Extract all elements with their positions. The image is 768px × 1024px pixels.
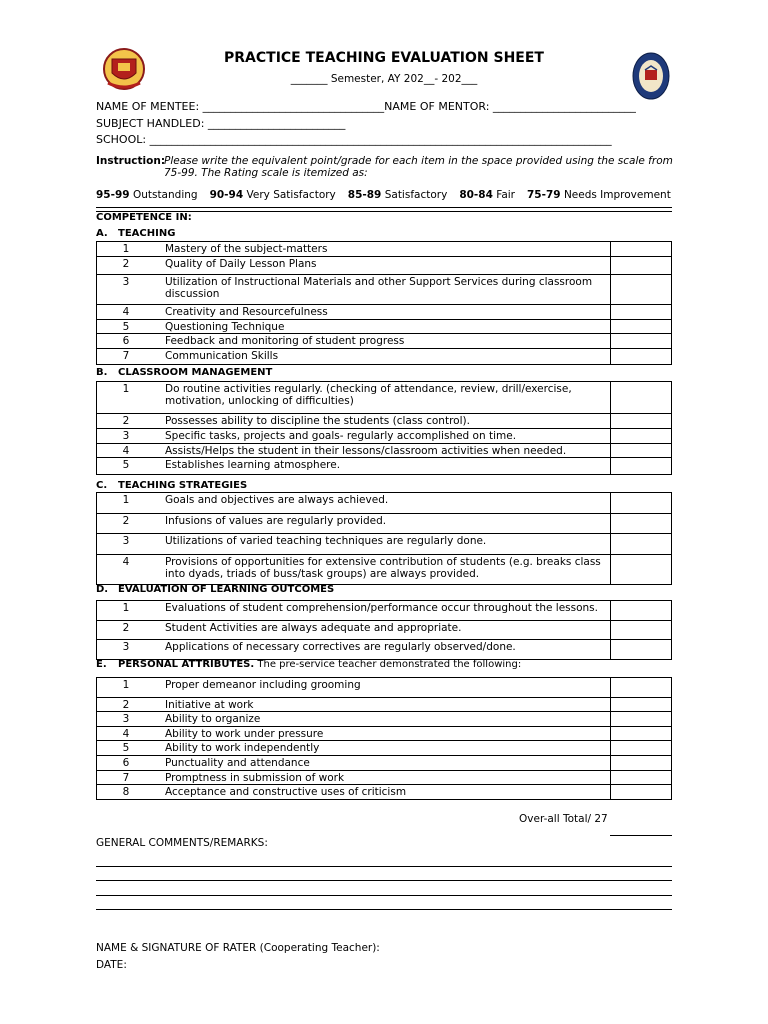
overall-total-line[interactable] — [610, 835, 672, 836]
item-number: 8 — [122, 786, 130, 798]
item-description: Provisions of opportunities for extensive contribution of students (e.g. breaks class into dyads, triads of buss/task groups) are always provided. — [165, 556, 601, 580]
item-description: Utilization of Instructional Materials and other Support Services during classroom discussion — [165, 276, 593, 300]
score-cell[interactable] — [610, 429, 611, 443]
table-row — [97, 305, 671, 320]
rating-range: 85-89 — [347, 189, 382, 201]
item-description: Evaluations of student comprehension/performance occur throughout the lessons. — [165, 602, 598, 614]
item-description: Initiative at work — [165, 699, 254, 711]
item-description: Questioning Technique — [165, 321, 285, 333]
table-row — [97, 771, 671, 785]
table-row — [97, 698, 671, 712]
item-number: 3 — [122, 641, 130, 653]
date-label: DATE: — [96, 959, 127, 971]
table-row — [97, 382, 671, 414]
rating-scale — [96, 189, 683, 201]
section-title: CLASSROOM MANAGEMENT — [118, 367, 273, 378]
item-number: 4 — [122, 445, 130, 457]
item-number: 1 — [122, 243, 130, 255]
competence-heading: COMPETENCE IN: — [96, 212, 192, 223]
score-cell[interactable] — [610, 257, 611, 274]
section-letter: D. — [96, 584, 109, 595]
section-heading — [96, 584, 334, 595]
score-cell[interactable] — [610, 349, 611, 364]
instruction-text: Please write the equivalent point/grade for each item in the space provided using the scale from 75-99. The Rating scale is itemized as: — [164, 155, 673, 179]
score-cell[interactable] — [610, 334, 611, 348]
comment-line[interactable] — [96, 909, 672, 910]
rating-range: 90-94 — [209, 189, 244, 201]
table-row — [97, 727, 671, 741]
section-letter: A. — [96, 228, 108, 239]
item-description: Utilizations of varied teaching techniques are regularly done. — [165, 535, 487, 547]
table-row — [97, 756, 671, 771]
item-description: Infusions of values are regularly provided. — [165, 515, 387, 527]
item-number: 6 — [122, 757, 130, 769]
criteria-table — [96, 600, 672, 660]
score-cell[interactable] — [610, 305, 611, 319]
table-row — [97, 640, 671, 659]
item-number: 4 — [122, 306, 130, 318]
table-row — [97, 414, 671, 429]
item-number: 1 — [122, 383, 130, 395]
table-row — [97, 444, 671, 458]
rating-label: Very Satisfactory — [246, 189, 336, 201]
item-description: Ability to work independently — [165, 742, 320, 754]
section-subtitle: The pre-service teacher demonstrated the following: — [254, 659, 522, 670]
table-row — [97, 712, 671, 727]
item-description: Ability to organize — [165, 713, 261, 725]
score-cell[interactable] — [610, 727, 611, 740]
score-cell[interactable] — [610, 785, 611, 799]
comment-line[interactable] — [96, 895, 672, 896]
score-cell[interactable] — [610, 601, 611, 620]
item-description: Ability to work under pressure — [165, 728, 324, 740]
item-description: Communication Skills — [165, 350, 279, 362]
table-row — [97, 493, 671, 514]
rating-scale-item — [348, 189, 448, 201]
instruction-label: Instruction: — [96, 155, 166, 167]
item-number: 2 — [122, 258, 130, 270]
table-row — [97, 678, 671, 698]
score-cell[interactable] — [610, 621, 611, 639]
table-row — [97, 349, 671, 364]
score-cell[interactable] — [610, 698, 611, 711]
item-description: Promptness in submission of work — [165, 772, 345, 784]
section-title: EVALUATION OF LEARNING OUTCOMES — [118, 584, 335, 595]
divider — [96, 207, 672, 208]
score-cell[interactable] — [610, 458, 611, 474]
rating-scale-item — [527, 189, 671, 201]
instruction — [96, 155, 676, 179]
section-heading — [96, 228, 175, 239]
item-description: Creativity and Resourcefulness — [165, 306, 328, 318]
score-cell[interactable] — [610, 741, 611, 755]
item-number: 2 — [122, 622, 130, 634]
table-row — [97, 429, 671, 444]
rating-range: 95-99 — [96, 189, 130, 201]
item-number: 3 — [122, 713, 130, 725]
table-row — [97, 458, 671, 474]
table-row — [97, 621, 671, 640]
item-number: 1 — [122, 679, 130, 691]
rating-label: Fair — [496, 189, 515, 201]
section-letter: C. — [96, 480, 108, 491]
general-comments-label: GENERAL COMMENTS/REMARKS: — [96, 837, 268, 849]
item-description: Possesses ability to discipline the students (class control). — [165, 415, 470, 427]
table-row — [97, 514, 671, 534]
comment-line[interactable] — [96, 866, 672, 867]
table-row — [97, 257, 671, 275]
rating-scale-item — [210, 189, 336, 201]
subject-field[interactable]: SUBJECT HANDLED: _________________________ — [96, 117, 346, 130]
item-number: 6 — [122, 335, 130, 347]
table-row — [97, 555, 671, 584]
score-cell[interactable] — [610, 493, 611, 513]
score-cell[interactable] — [610, 414, 611, 428]
item-number: 5 — [122, 459, 130, 471]
table-row — [97, 334, 671, 349]
item-description: Specific tasks, projects and goals- regularly accomplished on time. — [165, 430, 517, 442]
item-number: 5 — [122, 321, 130, 333]
item-number: 1 — [122, 602, 130, 614]
item-description: Student Activities are always adequate and appropriate. — [165, 622, 462, 634]
table-row — [97, 275, 671, 305]
score-cell[interactable] — [610, 242, 611, 256]
item-number: 3 — [122, 535, 130, 547]
item-description: Acceptance and constructive uses of criticism — [165, 786, 407, 798]
semester-line: _______ Semester, AY 202__- 202___ — [290, 73, 478, 85]
rating-scale-item — [96, 189, 198, 201]
school-field[interactable]: SCHOOL: ____________________________________________________________________________________ — [96, 133, 612, 146]
rater-label: NAME & SIGNATURE OF RATER (Cooperating Teacher): — [96, 942, 380, 954]
score-cell[interactable] — [610, 640, 611, 659]
item-number: 7 — [122, 350, 130, 362]
item-description: Do routine activities regularly. (checking of attendance, review, drill/exercise, motivation, unlocking of difficulties) — [165, 383, 572, 407]
score-cell[interactable] — [610, 275, 611, 304]
score-cell[interactable] — [610, 514, 611, 533]
item-number: 4 — [122, 556, 130, 568]
item-description: Mastery of the subject-matters — [165, 243, 328, 255]
item-description: Punctuality and attendance — [165, 757, 310, 769]
section-letter: B. — [96, 367, 108, 378]
table-row — [97, 534, 671, 555]
item-number: 7 — [122, 772, 130, 784]
score-cell[interactable] — [610, 712, 611, 726]
rating-label: Outstanding — [132, 189, 198, 201]
criteria-table — [96, 241, 672, 365]
section-letter: E. — [96, 659, 107, 670]
item-number: 5 — [122, 742, 130, 754]
score-cell[interactable] — [610, 444, 611, 457]
score-cell[interactable] — [610, 534, 611, 554]
table-row — [97, 320, 671, 334]
item-number: 4 — [122, 728, 130, 740]
rating-label: Satisfactory — [384, 189, 448, 201]
table-row — [97, 741, 671, 756]
score-cell[interactable] — [610, 756, 611, 770]
item-description: Proper demeanor including grooming — [165, 679, 361, 691]
score-cell[interactable] — [610, 320, 611, 333]
item-description: Goals and objectives are always achieved. — [165, 494, 389, 506]
score-cell[interactable] — [610, 382, 611, 413]
mentee-mentor-field[interactable]: NAME OF MENTEE: _________________________________NAME OF MENTOR: __________________________ — [96, 100, 636, 113]
section-heading — [96, 480, 247, 491]
item-number: 2 — [122, 515, 130, 527]
criteria-table — [96, 381, 672, 475]
item-number: 2 — [122, 415, 130, 427]
rating-scale-item — [459, 189, 515, 201]
item-number: 1 — [122, 494, 130, 506]
rating-range: 80-84 — [459, 189, 493, 201]
item-number: 3 — [122, 276, 130, 288]
item-description: Feedback and monitoring of student progress — [165, 335, 405, 347]
overall-total-label: Over-all Total/ 27 — [519, 813, 608, 825]
rating-range: 75-79 — [527, 189, 561, 201]
score-cell[interactable] — [610, 771, 611, 784]
score-cell[interactable] — [610, 555, 611, 584]
table-row — [97, 242, 671, 257]
section-title: TEACHING STRATEGIES — [118, 480, 248, 491]
item-description: Applications of necessary correctives are regularly observed/done. — [165, 641, 516, 653]
criteria-table — [96, 492, 672, 585]
section-title: TEACHING — [118, 228, 176, 239]
section-heading — [96, 367, 272, 378]
item-number: 3 — [122, 430, 130, 442]
criteria-table — [96, 677, 672, 800]
item-description: Establishes learning atmosphere. — [165, 459, 341, 471]
item-number: 2 — [122, 699, 130, 711]
comment-line[interactable] — [96, 880, 672, 881]
item-description: Assists/Helps the student in their lessons/classroom activities when needed. — [165, 445, 567, 457]
page-title: PRACTICE TEACHING EVALUATION SHEET — [224, 50, 544, 66]
table-row — [97, 601, 671, 621]
score-cell[interactable] — [610, 678, 611, 697]
item-description: Quality of Daily Lesson Plans — [165, 258, 317, 270]
section-title: PERSONAL ATTRIBUTES. — [118, 659, 255, 670]
table-row — [97, 785, 671, 799]
section-heading — [96, 659, 521, 670]
rating-label: Needs Improvement — [563, 189, 671, 201]
